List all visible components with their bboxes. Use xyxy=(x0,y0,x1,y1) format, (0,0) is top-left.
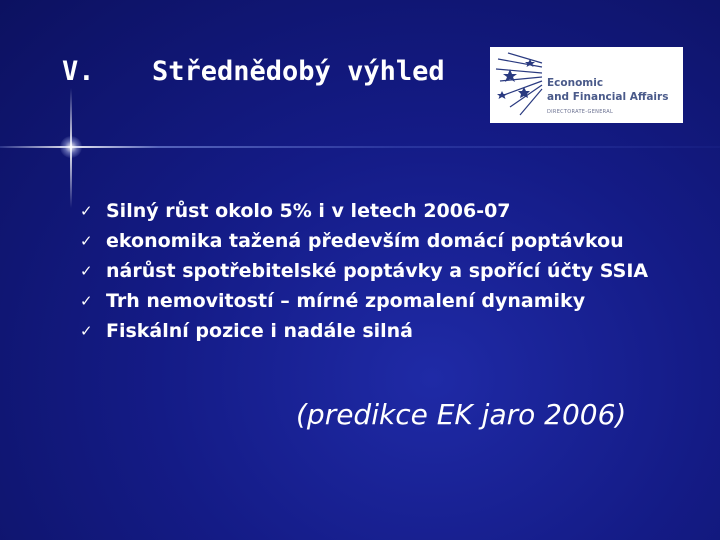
bullet-text: Fiskální pozice i nadále silná xyxy=(106,320,414,342)
logo-text-directorate: DIRECTORATE-GENERAL xyxy=(547,109,614,115)
ecfin-logo xyxy=(490,47,683,123)
bullet-item xyxy=(80,256,700,286)
eu-stars-logo-icon xyxy=(490,47,546,123)
check-icon: ✓ xyxy=(80,262,93,280)
bullet-text: Silný růst okolo 5% i v letech 2006-07 xyxy=(106,200,511,222)
check-icon: ✓ xyxy=(80,232,93,250)
bullet-text: ekonomika tažená především domácí poptávkou xyxy=(106,230,624,252)
section-number: V. xyxy=(62,56,95,87)
bullet-item xyxy=(80,316,700,346)
bullet-item xyxy=(80,286,700,316)
logo-text-economic: Economic xyxy=(547,77,604,89)
bullet-text: Trh nemovitostí – mírné zpomalení dynamiky xyxy=(106,290,586,312)
bullet-item xyxy=(80,226,700,256)
bullet-item xyxy=(80,196,700,226)
star-flare-icon xyxy=(60,136,82,158)
check-icon: ✓ xyxy=(80,322,93,340)
check-icon: ✓ xyxy=(80,292,93,310)
source-note: (predikce EK jaro 2006) xyxy=(296,398,627,431)
slide-title: Střednědobý výhled xyxy=(152,56,445,87)
flare-horizontal-line xyxy=(0,146,720,148)
bullet-list xyxy=(80,196,700,346)
check-icon: ✓ xyxy=(80,202,93,220)
logo-text-financial-affairs: and Financial Affairs xyxy=(547,91,669,103)
bullet-text: nárůst spotřebitelské poptávky a spořící účty SSIA xyxy=(106,260,649,282)
